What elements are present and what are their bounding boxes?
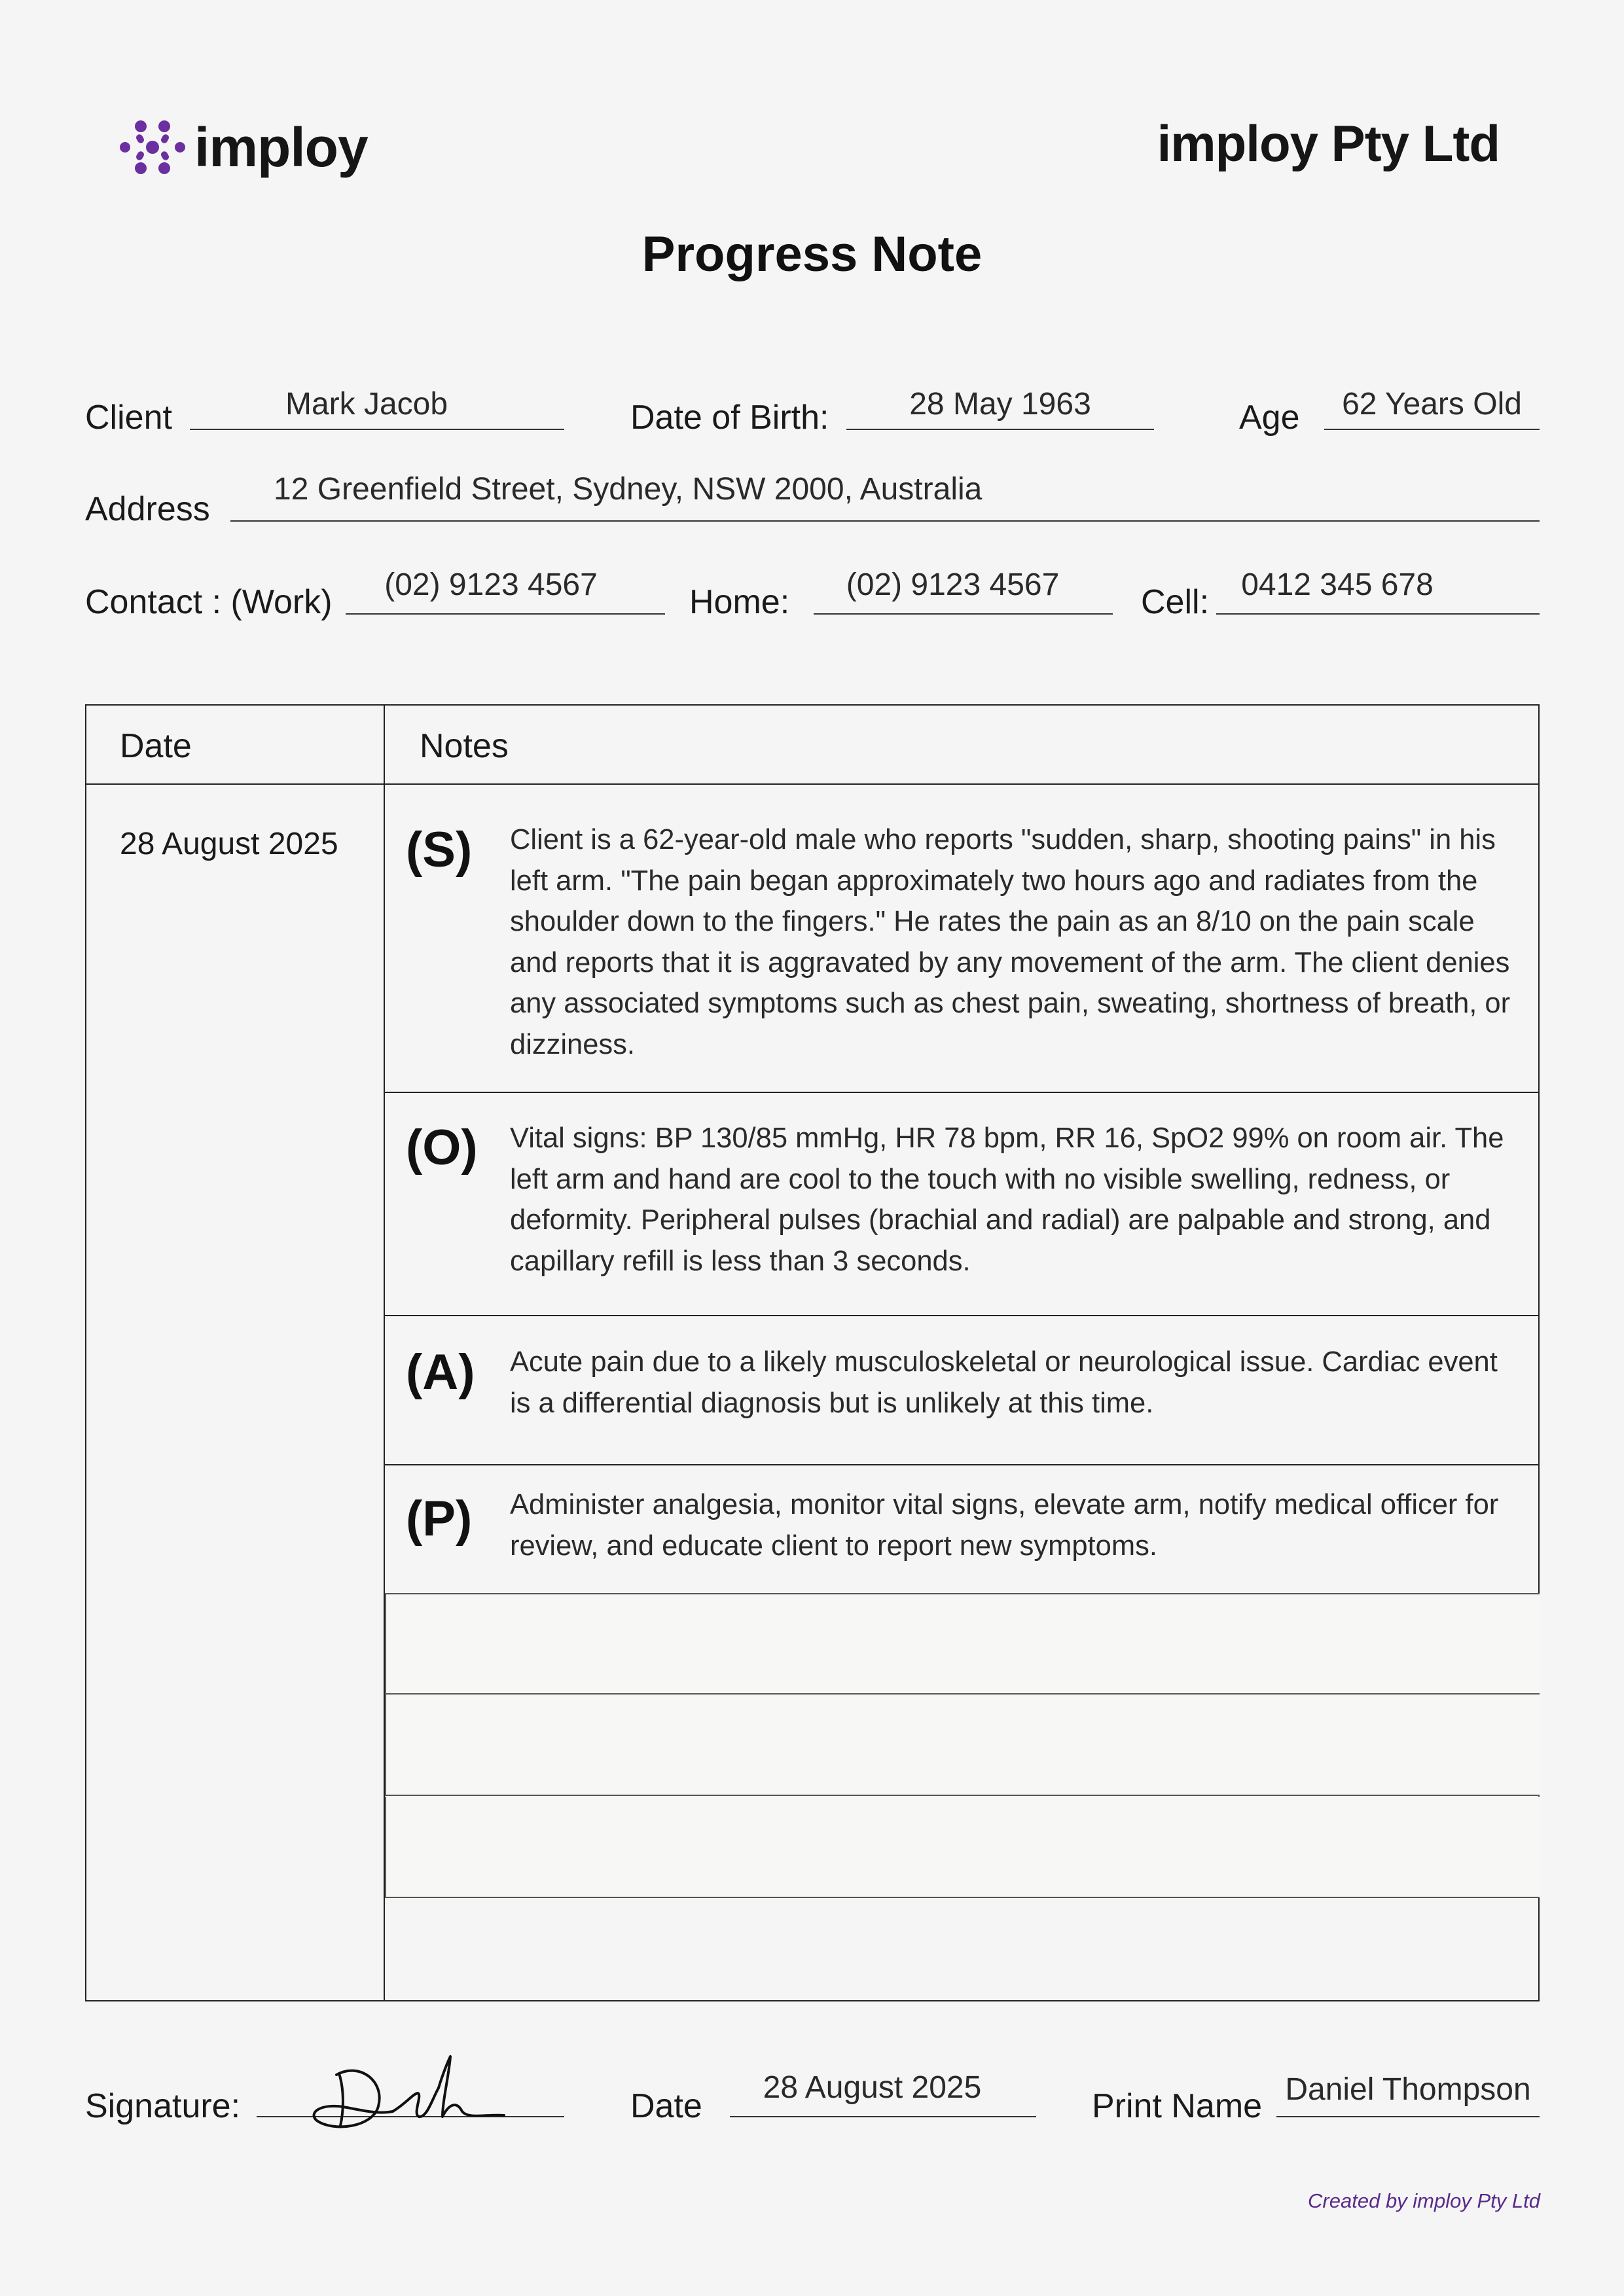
signature-label: Signature: bbox=[85, 2087, 241, 2125]
soap-row-divider bbox=[385, 1464, 1540, 1465]
dob-line bbox=[846, 429, 1154, 430]
age-line bbox=[1324, 429, 1540, 430]
imploy-logo-icon bbox=[120, 115, 185, 180]
contact-work-field[interactable]: (02) 9123 4567 bbox=[384, 567, 598, 602]
blank-note-row[interactable] bbox=[385, 1593, 1540, 1695]
contact-work-label: Contact : (Work) bbox=[85, 583, 333, 621]
client-name-line bbox=[190, 429, 564, 430]
soap-plan-text[interactable]: Administer analgesia, monitor vital signs, elevate arm, notify medical officer for review, and educate client to report new symptoms. bbox=[510, 1489, 1499, 1562]
address-label: Address bbox=[85, 490, 210, 528]
page-title: Progress Note bbox=[641, 226, 983, 282]
soap-objective-letter: (O) bbox=[406, 1120, 478, 1175]
client-name-field[interactable]: Mark Jacob bbox=[285, 387, 448, 422]
soap-objective-text[interactable]: Vital signs: BP 130/85 mmHg, HR 78 bpm, RR 16, SpO2 99% on room air. The left arm and hand are cool to the touch with no visible swelling, redness, or deformity. Peripheral pulses (brachial and radial) are palpable and strong, and capillary refill is less than 3 seconds. bbox=[510, 1122, 1504, 1277]
created-by-credit: Created by imploy Pty Ltd bbox=[1308, 2189, 1540, 2212]
footer-date-line bbox=[730, 2116, 1036, 2117]
soap-plan-letter: (P) bbox=[406, 1491, 473, 1547]
date-column-header: Date bbox=[120, 727, 192, 765]
home-field[interactable]: (02) 9123 4567 bbox=[846, 567, 1060, 602]
age-label: Age bbox=[1239, 399, 1300, 437]
address-field[interactable]: 12 Greenfield Street, Sydney, NSW 2000, Australia bbox=[274, 472, 983, 507]
cell-line bbox=[1216, 613, 1540, 615]
print-name-label: Print Name bbox=[1092, 2087, 1263, 2125]
dob-field[interactable]: 28 May 1963 bbox=[909, 387, 1091, 422]
soap-row-divider bbox=[385, 1092, 1540, 1093]
age-field[interactable]: 62 Years Old bbox=[1342, 387, 1522, 422]
home-label: Home: bbox=[689, 583, 790, 621]
soap-assessment-text[interactable]: Acute pain due to a likely musculoskeletal or neurological issue. Cardiac event is a differential diagnosis but is unlikely at this time. bbox=[510, 1346, 1498, 1419]
blank-note-row[interactable] bbox=[385, 1695, 1540, 1796]
dob-label: Date of Birth: bbox=[630, 399, 829, 437]
home-line bbox=[814, 613, 1113, 615]
contact-work-line bbox=[346, 613, 665, 615]
logo-wordmark: imploy bbox=[194, 116, 368, 178]
address-line bbox=[230, 520, 1540, 522]
cell-field[interactable]: 0412 345 678 bbox=[1241, 567, 1434, 602]
soap-assessment-letter: (A) bbox=[406, 1344, 475, 1400]
soap-subjective-text[interactable]: Client is a 62-year-old male who reports "sudden, sharp, shooting pains" in his left arm. "The pain began approximately two hours ago and radiates from the shoulder down to the fingers." He rates the pain as an 8/10 on the pain scale and reports that it is aggravated by any movement of the arm. The client denies any associated symptoms such as chest pain, sweating, shortness of breath, or dizziness. bbox=[510, 824, 1511, 1060]
soap-subjective-letter: (S) bbox=[406, 822, 473, 878]
client-label: Client bbox=[85, 399, 172, 437]
company-name: imploy Pty Ltd bbox=[1157, 115, 1500, 172]
brand-logo bbox=[120, 111, 368, 183]
footer-date-label: Date bbox=[630, 2087, 702, 2125]
notes-column-header: Notes bbox=[420, 727, 509, 765]
soap-row-divider bbox=[385, 1315, 1540, 1316]
print-name-line bbox=[1276, 2116, 1540, 2117]
blank-note-row[interactable] bbox=[385, 1797, 1540, 1898]
entry-date-cell[interactable]: 28 August 2025 bbox=[120, 827, 338, 861]
signature-icon[interactable] bbox=[308, 2049, 517, 2140]
footer-date-field[interactable]: 28 August 2025 bbox=[763, 2070, 982, 2105]
print-name-field[interactable]: Daniel Thompson bbox=[1285, 2072, 1531, 2107]
table-header-divider bbox=[85, 783, 1540, 785]
cell-label: Cell: bbox=[1141, 583, 1210, 621]
